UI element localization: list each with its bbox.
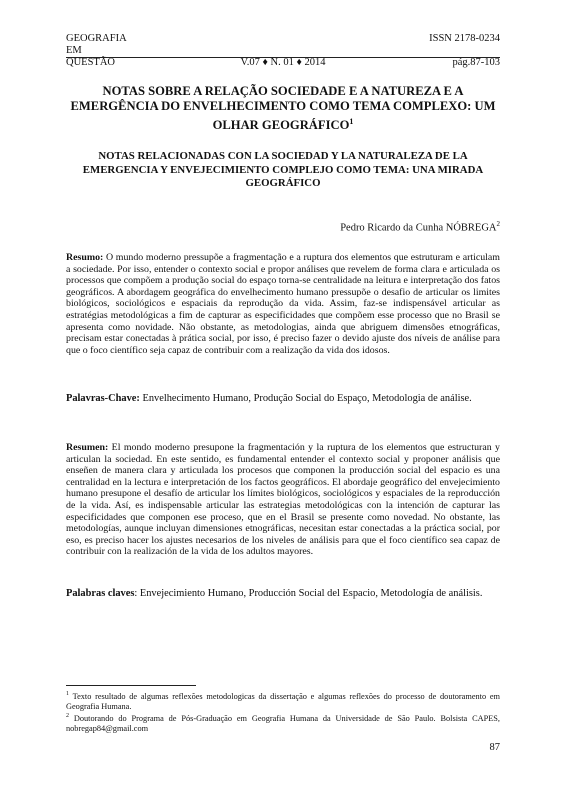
footnote-1-text: Texto resultado de algumas reflexões metodologicas da dissertação e algumas reflexões do processo de doutoramento em Geografia Humana. — [66, 691, 500, 711]
footnote-2-text: Doutorando do Programa de Pós-Graduação em Geografia Humana da Universidade de São Paulo. Bolsista CAPES, nobregap84@gmail.com — [66, 713, 500, 733]
resumen-label: Resumen: — [66, 442, 109, 453]
footnote-1-mark: 1 — [66, 691, 69, 697]
footnote-2-mark: 2 — [66, 713, 69, 719]
journal-name-line-2: EM — [66, 45, 82, 56]
footnote-1 — [66, 689, 500, 712]
author — [340, 220, 500, 234]
palabras-label: Palabras claves — [66, 588, 135, 599]
footnote-2 — [66, 711, 500, 734]
author-name: Pedro Ricardo da Cunha NÓBREGA — [340, 222, 497, 234]
abstract-portuguese — [66, 252, 500, 356]
keywords-portuguese — [66, 393, 500, 405]
title-footnote-mark[interactable]: 1 — [349, 117, 354, 126]
page-range: pág.87-103 — [452, 57, 500, 68]
volume-issue: V.07 ♦ N. 01 ♦ 2014 — [240, 57, 326, 68]
resumen-text: El mondo moderno presupone la fragmentación y la ruptura de los elementos que estructuran y articulan la sociedad. En este sentido, es fundamental entender el contexto social y proponer análisis que enseñen de manera clara y articulada los procesos que componen la producción social del espacio es una centralidad en la lectura e interpretación de los factos geográficos. El abordaje geográfico del envejecimiento humano presupone el desafío de articular los límites biológicos, sociológicos y espaciales de la reproducción de la vida. Así, es indispensable articular las estrategias metodológicas con la intención de capturar las especificidades que componen ese proceso, que en el Brasil se presente como novedad. No obstante, las metodologías, aunque incluyan dimensiones etnográficas, necesitan estar conectadas a la práctica social, por eso, es preciso hacer los ajustes necesarios de los niveles de análisis para que el foco científico sea capaz de contribuir con la realización de la vida de los adultos mayores. — [66, 442, 500, 558]
title-portuguese-text: NOTAS SOBRE A RELAÇÃO SOCIEDADE E A NATUREZA E A EMERGÊNCIA DO ENVELHECIMENTO COMO TEMA COMPLEXO: UM OLHAR GEOGRÁFICO — [70, 84, 496, 133]
issn: ISSN 2178-0234 — [429, 33, 500, 44]
footnote-rule — [66, 685, 196, 686]
keywords-text: Envelhecimento Humano, Produção Social do Espaço, Metodologia de análise. — [139, 393, 472, 404]
author-footnote-mark[interactable]: 2 — [496, 220, 500, 228]
abstract-spanish — [66, 442, 500, 558]
title-portuguese — [66, 84, 500, 133]
keywords-spanish — [66, 588, 500, 600]
page-number: 87 — [489, 742, 500, 753]
keywords-label: Palavras-Chave: — [66, 393, 140, 404]
abstract-text: O mundo moderno pressupõe a fragmentação e a ruptura dos elementos que estruturam e articulam a sociedade. Por isso, entender o contexto social e propor análises que revelem de forma clara e articulada os processos que compõem a produção social do espaço torna-se centralidade na leitura e interpretação dos fatos geográficos. A abordagem geográfica do envelhecimento humano pressupõe o desafio de articular os limites biológicos, sociológicos e espaciais da reprodução da vida. Assim, faz-se indispensável articular as estratégias metodológicas a fim de capturar as especificidades que compõem esse processo que no Brasil se apresenta como novidade. Não obstante, as metodologias, ainda que abriguem dimensões etnográficas, precisam estar conectadas à prática social, por isso, é preciso fazer o devido ajuste dos níveis de análise para que o foco científico seja capaz de contribuir com a realização da vida dos idosos. — [66, 252, 500, 356]
journal-name-line-3: QUESTÃO — [66, 57, 115, 68]
journal-name-line-1: GEOGRAFIA — [66, 33, 127, 44]
abstract-label: Resumo: — [66, 252, 104, 263]
title-spanish: NOTAS RELACIONADAS CON LA SOCIEDAD Y LA NATURALEZA DE LA EMERGENCIA Y ENVEJECIMIENTO COMPLEJO COMO TEMA: UNA MIRADA GEOGRÁFICO — [82, 150, 484, 189]
palabras-text: : Envejecimiento Humano, Producción Social del Espacio, Metodología de análisis. — [134, 588, 483, 599]
